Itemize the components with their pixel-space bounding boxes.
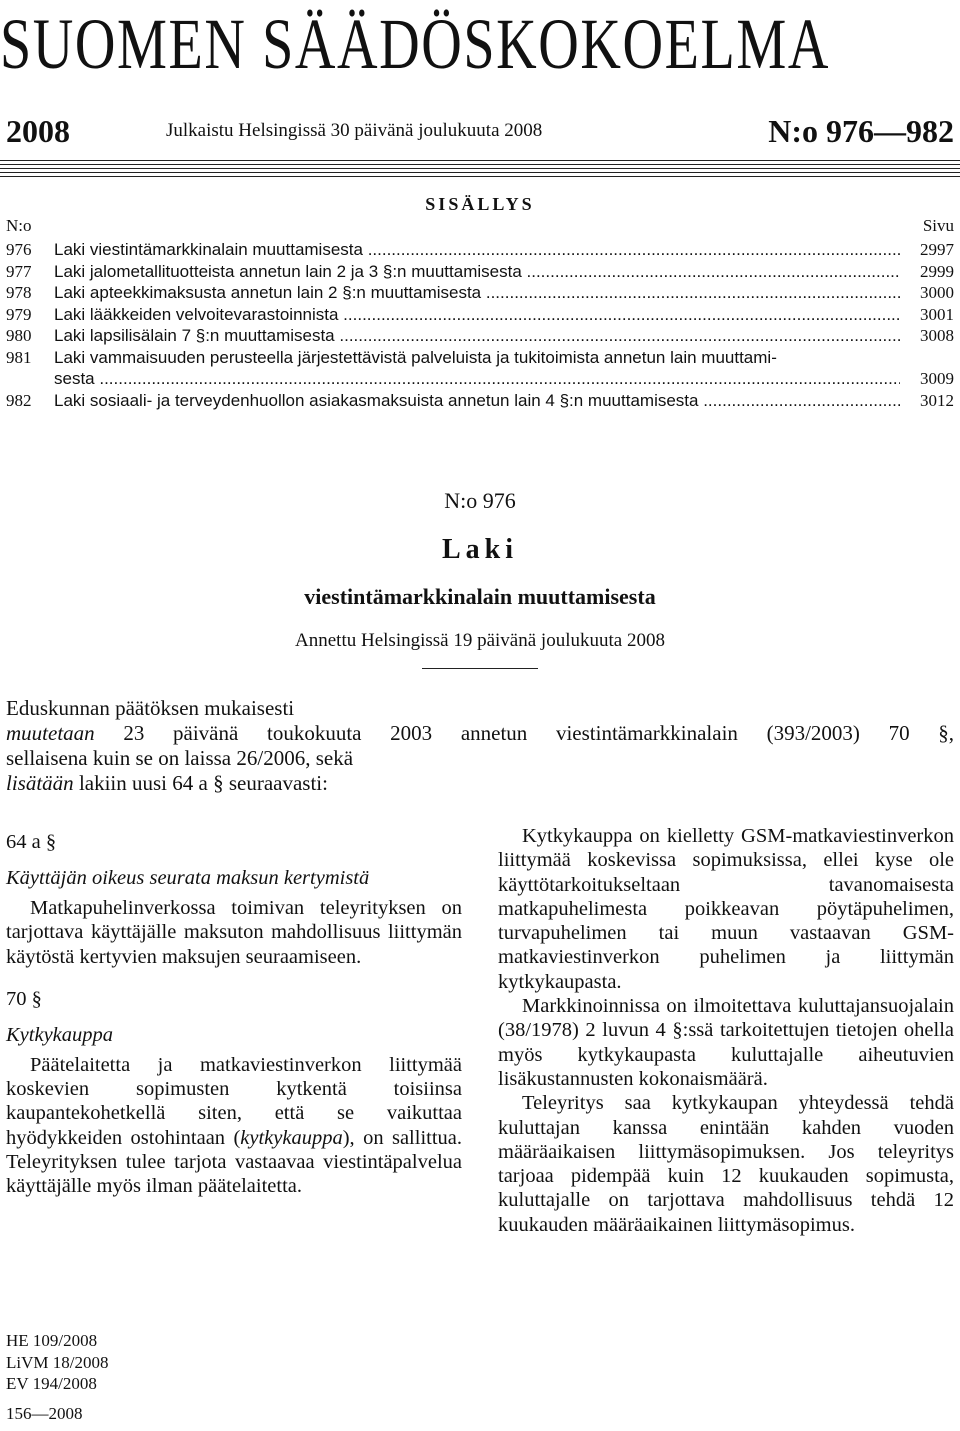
toc-entry-page: 3012 — [920, 390, 954, 410]
law-number: N:o 976 — [444, 488, 516, 513]
toc-col-page: Sivu — [922, 216, 954, 235]
issue-header — [6, 108, 954, 154]
toc-entry[interactable] — [6, 239, 954, 261]
toc-col-number: N:o — [6, 216, 32, 235]
reference: HE 109/2008 — [6, 1331, 98, 1350]
toc-entry-page: 3000 — [920, 283, 954, 302]
toc-entry[interactable] — [6, 390, 954, 412]
add-word: lisätään — [6, 771, 74, 795]
toc-entry[interactable] — [6, 282, 954, 304]
toc-entry-number: 976 — [6, 240, 32, 259]
toc-entry-page: 2999 — [920, 261, 954, 281]
header-rule — [0, 160, 960, 182]
toc-entry-page: 2997 — [920, 240, 954, 259]
toc-entry-number: 981 — [6, 347, 32, 367]
enactment-line: Eduskunnan päätöksen mukaisesti — [6, 696, 295, 720]
section-paragraph: Teleyritys saa kytkykaupan yhteydessä tehdä kuluttajan kanssa enintään kahden vuoden määräaikaisen liittymäsopimuksen. Jos teleyritys tarjoaa pidempää kuin 12 kuukauden sopimusta, kuluttajalle on tarjottava mahdollisuus tehdä 12 kuukauden määräaikainen liittymäsopimus. — [498, 1092, 954, 1236]
toc-entry-number: 978 — [6, 283, 32, 302]
section-number: 64 a § — [6, 831, 57, 853]
toc-entry-title: Laki apteekkimaksusta annetun lain 2 §:n muuttamisesta ..... — [54, 282, 900, 304]
toc-entry-title: Laki jalometallituotteista annetun lain 2 ja 3 §:n muuttamisesta ..... — [54, 261, 900, 283]
section-paragraph: Kytkykauppa on kielletty GSM-matkaviestinverkon liittymää koskevissa sopimuksissa, ellei kyse ole käyttötarkoitukseltaan tavanomaisesta matkapuhelimesta poikkeavan pöytäpuhelimen, turvapuhelimen tai muun vastaavan GSM-matkaviestinverkon puhelimen ja liittymän kytkykaupasta. — [498, 825, 954, 993]
left-column — [6, 824, 462, 1199]
toc-entry-number: 977 — [6, 261, 32, 281]
toc-entry[interactable] — [6, 325, 954, 347]
publication-date: Julkaistu Helsingissä 30 päivänä joulukuuta 2008 — [166, 120, 543, 141]
add-clause: lisätään lakiin uusi 64 a § seuraavasti: — [6, 771, 328, 795]
toc-entry-title: Laki sosiaali- ja terveydenhuollon asiakasmaksuista annetun lain 4 §:n muuttamisesta ..... — [54, 390, 900, 412]
page-range: 156—2008 — [6, 1404, 83, 1423]
toc-entry-title: Laki vammaisuuden perusteella järjestettävistä palveluista ja tukitoimista annetun lain muuttami- — [54, 347, 777, 367]
section-paragraph: Markkinoinnissa on ilmoitettava kuluttajansuojalain (38/1978) 2 luvun 4 §:ssä tarkoitettujen tietojen ohella myös kytkykaupasta kuluttajalle aiheutuvien lisäkustannusten kokonaismäärä. — [498, 995, 954, 1090]
section-paragraph: Matkapuhelinverkossa toimivan teleyrityksen on tarjottava käyttäjälle maksuton mahdollisuus liittymän käytöstä kertyvien maksujen seuraamiseen. — [6, 897, 462, 968]
toc-title: SISÄLLYS — [425, 194, 535, 214]
toc-entry-title: Laki lääkkeiden velvoitevarastoinnista ..... — [54, 304, 900, 326]
section-paragraph: Päätelaitetta ja matkaviestinverkon liittymää koskevien sopimusten kytkentä toisiinsa kaupantekohetkellä siten, että se vaikuttaa hyödykkeiden ostohintaan (kytkykauppa), on sallittua. Teleyrityksen tulee tarjota vastaavaa viestintäpalvelua käyttäjälle myös ilman päätelaitetta. — [6, 1053, 463, 1198]
amend-clause-continued: sellaisena kuin se on laissa 26/2006, sekä — [6, 746, 354, 770]
amend-clause: muutetaan 23 päivänä toukokuuta 2003 annetun viestintämarkkinalain (393/2003) 70 §, — [6, 721, 955, 745]
toc-entry-page: 3001 — [920, 304, 954, 324]
toc-entry-page: 3009 — [920, 369, 954, 388]
reference: LiVM 18/2008 — [6, 1352, 109, 1372]
table-of-contents — [6, 239, 954, 411]
enactment-clause — [6, 696, 954, 796]
issue-year: 2008 — [6, 113, 70, 149]
toc-entry[interactable] — [6, 304, 954, 326]
issue-numbers: N:o 976—982 — [768, 113, 954, 149]
right-column — [498, 824, 954, 1237]
law-given-date: Annettu Helsingissä 19 päivänä joulukuuta 2008 — [295, 630, 665, 651]
toc-entry-number: 979 — [6, 304, 32, 324]
law-title: viestintämarkkinalain muuttamisesta — [304, 584, 656, 609]
toc-entry-page: 3008 — [920, 326, 954, 345]
toc-entry[interactable] — [6, 347, 954, 369]
toc-entry-number: 980 — [6, 326, 32, 345]
toc-entry-continuation[interactable] — [6, 368, 954, 390]
toc-entry-title-continued: sesta ..... — [54, 368, 900, 390]
divider — [422, 668, 538, 669]
section-number: 70 § — [6, 987, 42, 1010]
toc-entry[interactable] — [6, 261, 954, 283]
toc-entry-number: 982 — [6, 390, 32, 410]
toc-entry-title: Laki lapsilisälain 7 §:n muuttamisesta ..... — [54, 325, 900, 347]
reference: EV 194/2008 — [6, 1374, 97, 1393]
law-kind: Laki — [441, 534, 519, 565]
section-title: Käyttäjän oikeus seurata maksun kertymistä — [6, 867, 370, 889]
toc-column-headers — [6, 216, 954, 238]
section-title: Kytkykauppa — [6, 1023, 114, 1046]
toc-entry-title: Laki viestintämarkkinalain muuttamisesta ..... — [54, 239, 900, 261]
amend-word: muutetaan — [6, 721, 95, 745]
masthead-title: SUOMEN SÄÄDÖSKOKOELMA — [0, 4, 830, 84]
legislative-references — [6, 1330, 108, 1395]
